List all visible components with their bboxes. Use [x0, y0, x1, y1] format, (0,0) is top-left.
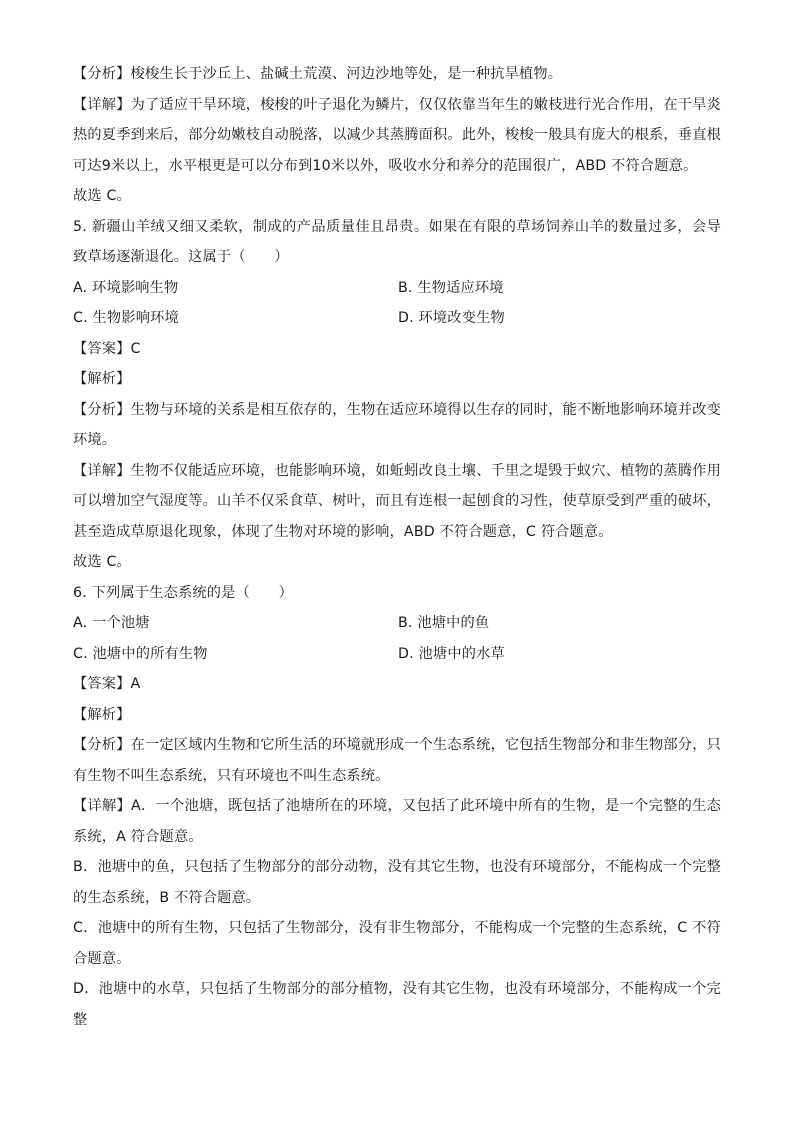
q6-detail-d: D．池塘中的水草，只包括了生物部分的部分植物，没有其它生物，也没有环境部分，不能构成一个完整	[73, 981, 721, 1028]
q5-option-c: C. 生物影响环境	[73, 310, 179, 326]
q5-option-d: D. 环境改变生物	[398, 310, 505, 326]
q4-choice: 故选 C。	[73, 188, 131, 204]
q6-option-a: A. 一个池塘	[73, 615, 150, 631]
q6-jiexi: 【解析】	[73, 706, 131, 723]
q6-detail-b: B．池塘中的鱼，只包括了生物部分的部分动物，没有其它生物，也没有环境部分，不能构成一个完整的生态系统，B 不符合题意。	[73, 859, 721, 906]
q5-options	[73, 273, 721, 334]
q5-choice: 故选 C。	[73, 554, 131, 570]
q4-analysis: 【分析】梭梭生长于沙丘上、盐碱土荒漠、河边沙地等处，是一种抗旱植物。	[73, 66, 563, 82]
q5-option-a: A. 环境影响生物	[73, 279, 179, 296]
q5-analysis: 【分析】生物与环境的关系是相互依存的，生物在适应环境得以生存的同时，能不断地影响环境并改变环境。	[73, 401, 721, 448]
q6-option-c: C. 池塘中的所有生物	[73, 645, 208, 662]
document-page	[73, 62, 721, 1035]
q4-detail: 【详解】为了适应干旱环境，梭梭的叶子退化为鳞片，仅仅依靠当年生的嫩枝进行光合作用，在干旱炎热的夏季到来后，部分幼嫩枝自动脱落，以减少其蒸腾面积。此外，梭梭一般具有庞大的根系，垂直根可达9米以上，水平根更是可以分布到10米以外，吸收水分和养分的范围很广，ABD 不符合题意。	[73, 96, 721, 174]
q6-analysis: 【分析】在一定区域内生物和它所生活的环境就形成一个生态系统，它包括生物部分和非生物部分，只有生物不叫生态系统，只有环境也不叫生态系统。	[73, 737, 721, 784]
q6-detail-a: 【详解】A．一个池塘，既包括了池塘所在的环境，又包括了此环境中所有的生物，是一个完整的生态系统，A 符合题意。	[73, 798, 721, 845]
q5-jiexi: 【解析】	[73, 371, 131, 387]
q5-answer: 【答案】C	[73, 340, 141, 357]
q6-option-d: D. 池塘中的水草	[398, 645, 505, 662]
q6-option-b: B. 池塘中的鱼	[398, 615, 490, 631]
q6-detail-c: C．池塘中的所有生物，只包括了生物部分，没有非生物部分，不能构成一个完整的生态系统，C 不符合题意。	[73, 920, 721, 967]
q5-detail: 【详解】生物不仅能适应环境，也能影响环境，如蚯蚓改良土壤、千里之堤毁于蚁穴、植物的蒸腾作用可以增加空气湿度等。山羊不仅采食草、树叶，而且有连根一起刨食的习性，使草原受到严重的破坏，甚至造成草原退化现象，体现了生物对环境的影响，ABD 不符合题意，C 符合题意。	[73, 462, 721, 540]
q6-stem: 6. 下列属于生态系统的是（ ）	[73, 584, 294, 601]
q6-options	[73, 608, 721, 669]
q5-option-b: B. 生物适应环境	[398, 279, 504, 296]
q6-answer: 【答案】A	[73, 676, 141, 692]
q5-stem: 5. 新疆山羊绒又细又柔软，制成的产品质量佳且昂贵。如果在有限的草场饲养山羊的数量过多，会导致草场逐渐退化。这属于（ ）	[73, 218, 721, 265]
